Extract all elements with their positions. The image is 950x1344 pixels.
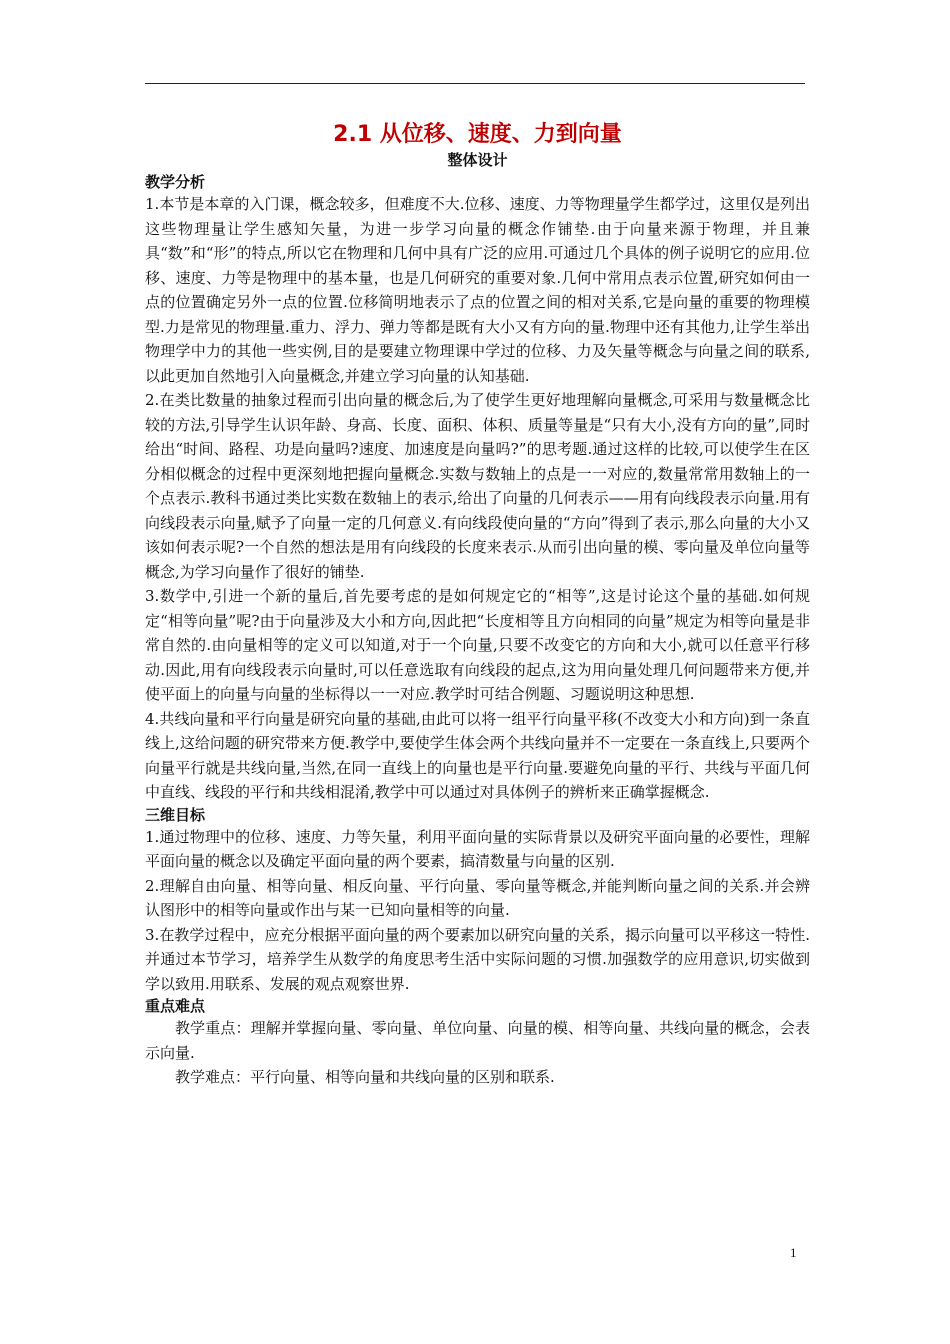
paragraph: 3.在教学过程中，应充分根据平面向量的两个要素加以研究向量的关系，揭示向量可以平移这一特性.并通过本节学习，培养学生从数学的角度思考生活中实际问题的习惯.加强数学的应用意识,切实做到学以致用.用联系、发展的观点观察世界. [145,925,810,993]
paragraph: 教学难点：平行向量、相等向量和共线向量的区别和联系. [175,1068,555,1086]
page-number: 1 [790,1245,797,1260]
paragraph: 1.本节是本章的入门课，概念较多，但难度不大.位移、速度、力等物理量学生都学过，这里仅是列出这些物理量让学生感知矢量，为进一步学习向量的概念作铺垫.由于向量来源于物理，并且兼具“数”和“形”的特点,所以它在物理和几何中具有广泛的应用.可通过几个具体的例子说明它的应用.位移、速度、力等是物理中的基本量，也是几何研究的重要对象.几何中常用点表示位置,研究如何由一点的位置确定另外一点的位置.位移简明地表示了点的位置之间的相对关系,它是向量的重要的物理模型.力是常见的物理量.重力、浮力、弹力等都是既有大小又有方向的量.物理中还有其他力,让学生举出物理学中力的其他一些实例,目的是要建立物理课中学过的位移、力及矢量等概念与向量之间的联系,以此更加自然地引入向量概念,并建立学习向量的认知基础. [145,195,810,385]
paragraph: 教学重点：理解并掌握向量、零向量、单位向量、向量的模、相等向量、共线向量的概念，会表示向量. [145,1019,810,1062]
section-three-dimensional-goals [145,805,810,997]
paragraph: 4.共线向量和平行向量是研究向量的基础,由此可以将一组平行向量平移(不改变大小和方向)到一条直线上,这给问题的研究带来方便.教学中,要使学生体会两个共线向量并不一定要在一条直线上,只要两个向量平行就是共线向量,当然,在同一直线上的向量也是平行向量.要避免向量的平行、共线与平面几何中直线、线段的平行和共线相混淆,教学中可以通过对具体例子的辨析来正确掌握概念. [145,709,810,801]
header-rule [145,83,805,84]
document-subtitle: 整体设计 [447,151,508,169]
document-body [145,120,810,1090]
paragraph: 2.理解自由向量、相等向量、相反向量、平行向量、零向量等概念,并能判断向量之间的关系.并会辨认图形中的相等向量或作出与某一已知向量相等的向量. [145,876,810,919]
paragraph: 1.通过物理中的位移、速度、力等矢量，利用平面向量的实际背景以及研究平面向量的必要性，理解平面向量的概念以及确定平面向量的两个要素，搞清数量与向量的区别. [145,827,810,870]
paragraph: 3.数学中,引进一个新的量后,首先要考虑的是如何规定它的“相等”,这是讨论这个量的基础.如何规定“相等向量”呢?由于向量涉及大小和方向,因此把“长度相等且方向相同的向量”规定为相等向量是非常自然的.由向量相等的定义可以知道,对于一个向量,只要不改变它的方向和大小,就可以任意平行移动.因此,用有向线段表示向量时,可以任意选取有向线段的起点,这为用向量处理几何问题带来方便,并使平面上的向量与向量的坐标得以一一对应.教学时可结合例题、习题说明这种思想. [145,587,810,703]
section-teaching-analysis [145,172,810,805]
section-heading: 教学分析 [145,173,206,191]
section-heading: 三维目标 [145,805,206,824]
document-title: 2.1 从位移、速度、力到向量 [333,122,622,147]
section-key-difficulties [145,996,810,1090]
section-heading: 重点难点 [145,997,206,1015]
paragraph: 2.在类比数量的抽象过程而引出向量的概念后,为了使学生更好地理解向量概念,可采用与数量概念比较的方法,引导学生认识年龄、身高、长度、面积、体积、质量等量是“只有大小,没有方向的量”,同时给出“时间、路程、功是向量吗?速度、加速度是向量吗?”的思考题.通过这样的比较,可以使学生在区分相似概念的过程中更深刻地把握向量概念.实数与数轴上的点是一一对应的,数量常常用数轴上的一个点表示.教科书通过类比实数在数轴上的表示,给出了向量的几何表示——用有向线段表示向量.用有向线段表示向量,赋予了向量一定的几何意义.有向线段使向量的“方向”得到了表示,那么向量的大小又该如何表示呢?一个自然的想法是用有向线段的长度来表示.从而引出向量的模、零向量及单位向量等概念,为学习向量作了很好的铺垫. [145,391,810,581]
